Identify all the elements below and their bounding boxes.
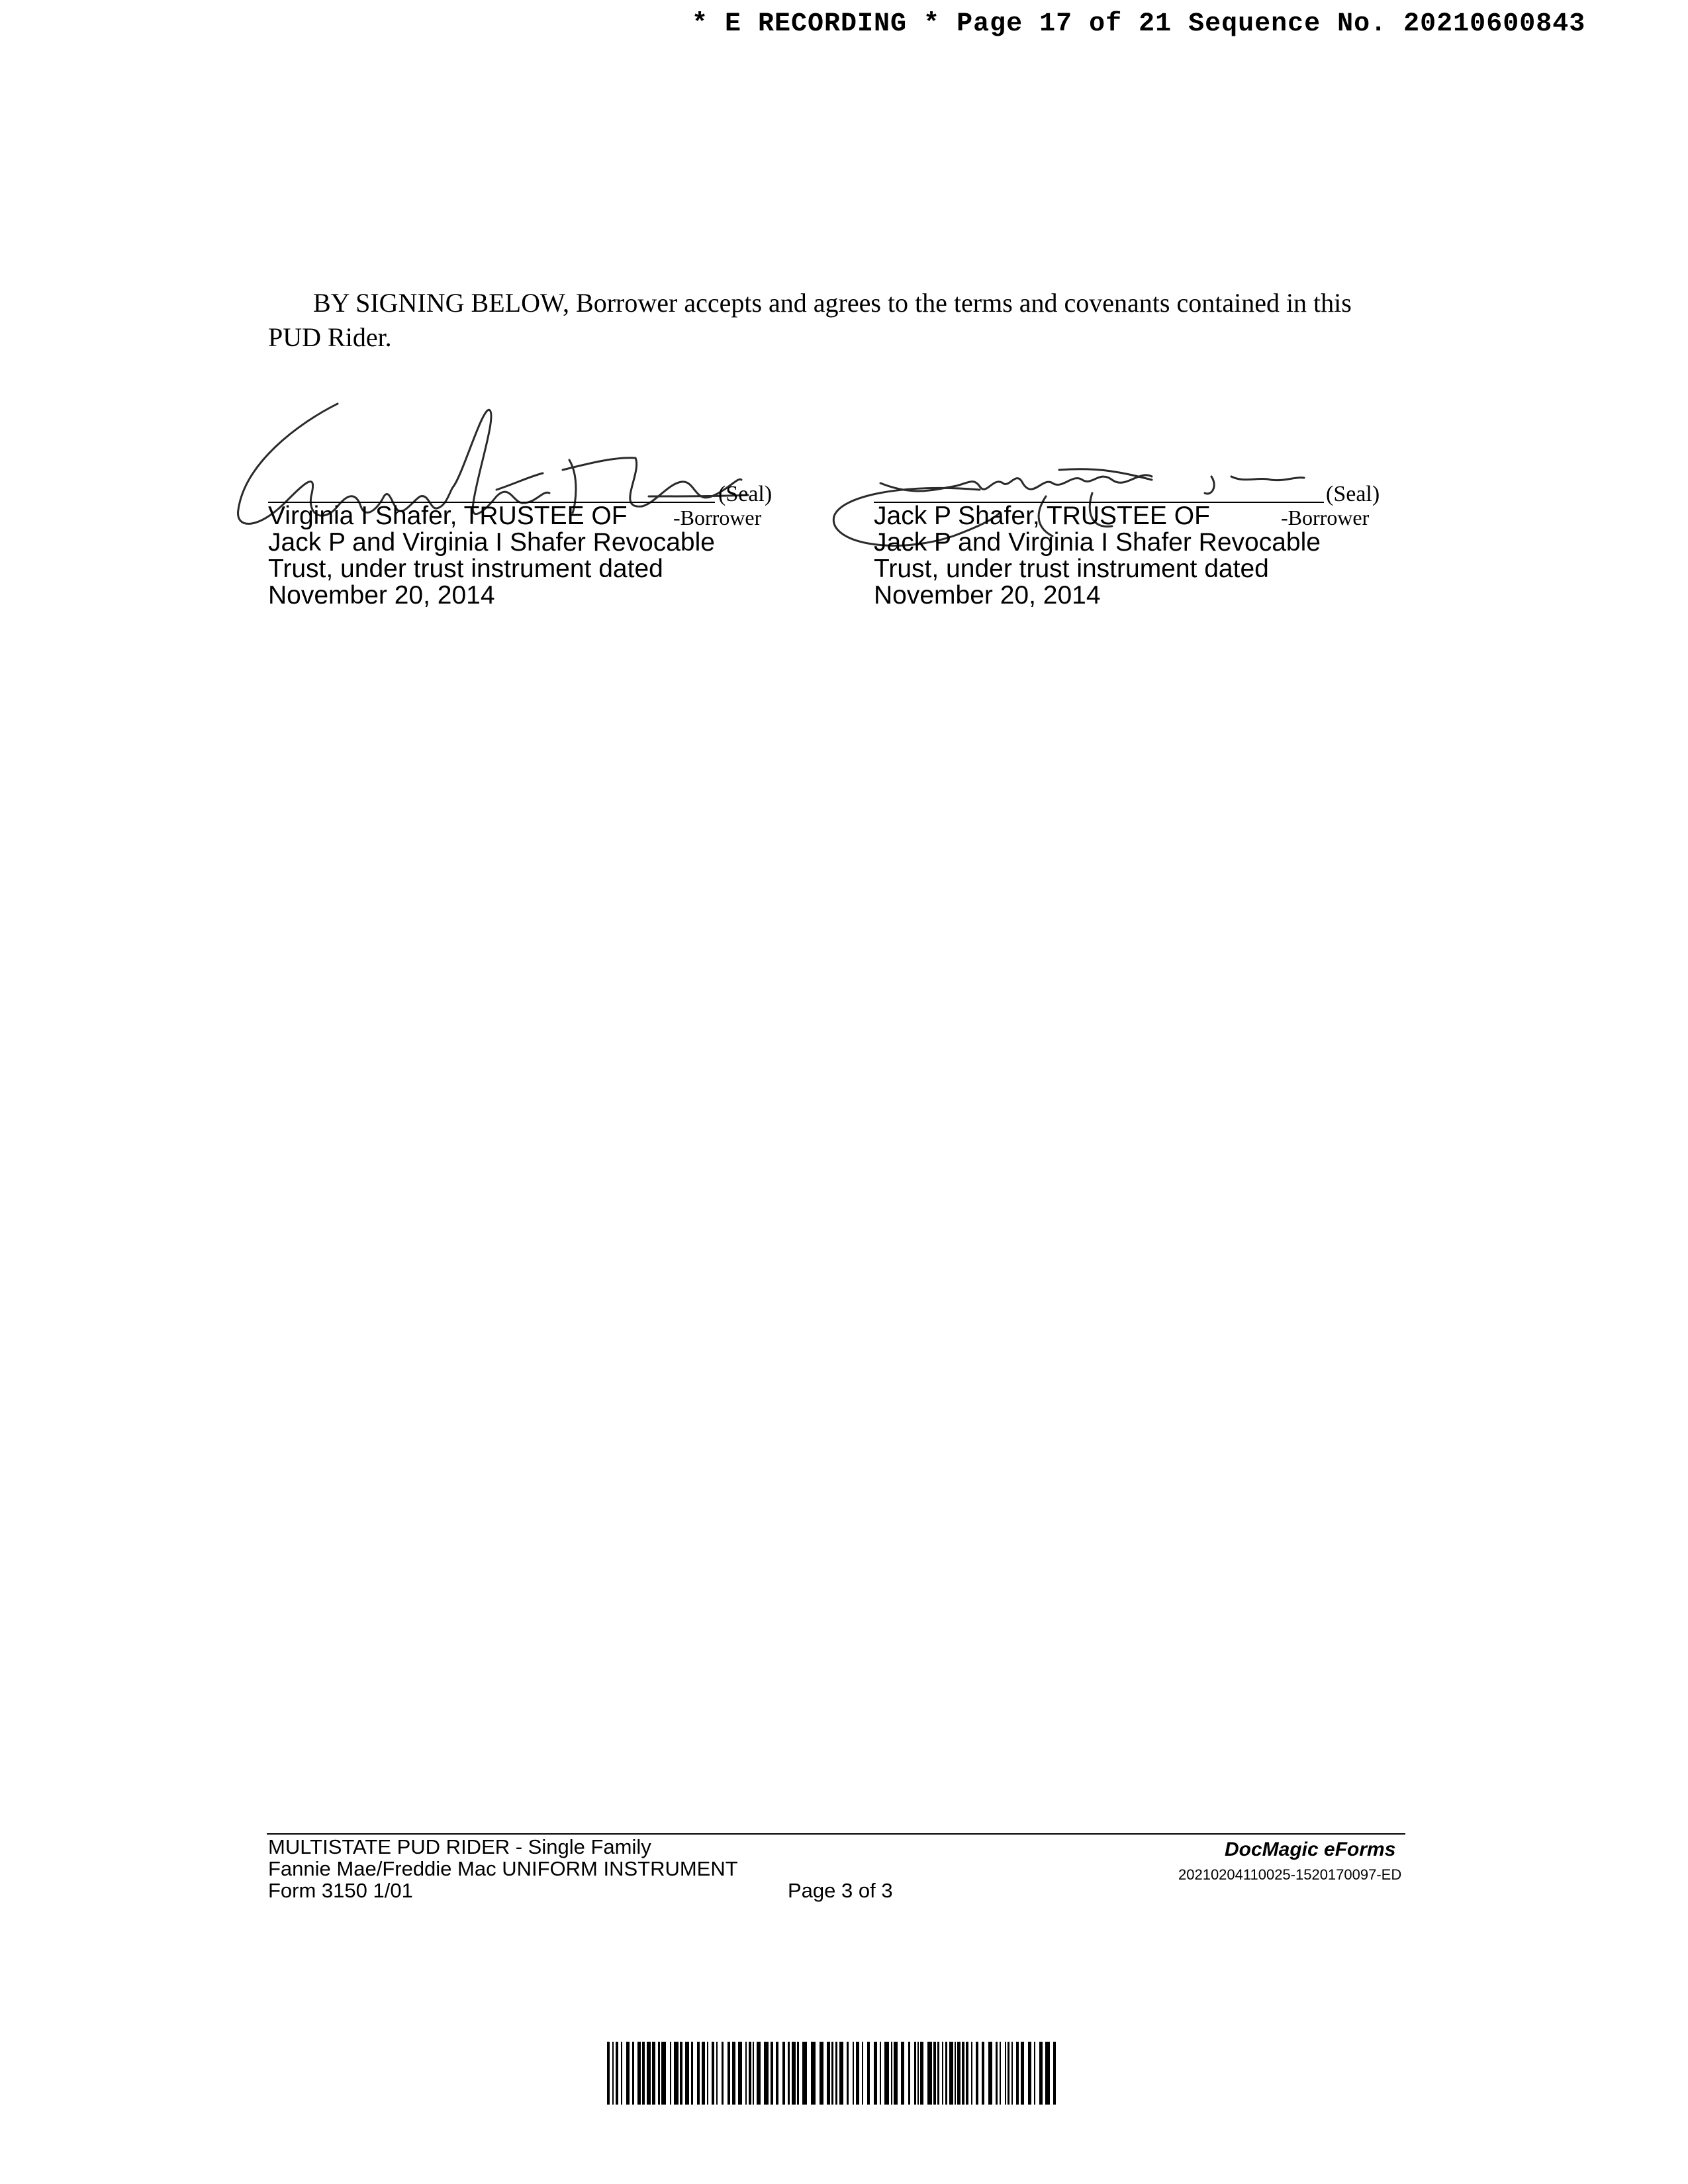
footer-rule xyxy=(267,1833,1405,1835)
barcode-bar xyxy=(616,2042,618,2105)
barcode-bar xyxy=(982,2042,984,2105)
barcode-bar xyxy=(738,2042,742,2105)
barcode-bar xyxy=(642,2042,645,2105)
docmagic-logo: DocMagic eForms xyxy=(1225,1839,1396,1860)
barcode-bar xyxy=(652,2042,655,2105)
barcode-bar xyxy=(612,2042,614,2105)
footer-form-number: Form 3150 1/01 xyxy=(268,1879,413,1902)
barcode-bar xyxy=(745,2042,747,2105)
barcode-bar xyxy=(658,2042,660,2105)
barcode-bar xyxy=(1034,2042,1035,2105)
barcode-bar xyxy=(1028,2042,1031,2105)
barcode-bar xyxy=(1008,2042,1009,2105)
signing-statement-text: BY SIGNING BELOW, Borrower accepts and agrees to the terms and covenants contained in this PUD Rider. xyxy=(268,288,1352,352)
signer-line: November 20, 2014 xyxy=(268,581,495,610)
barcode-bar xyxy=(647,2042,651,2105)
barcode-bar xyxy=(908,2042,910,2105)
signer-block-1 xyxy=(268,397,784,649)
barcode-bar xyxy=(782,2042,785,2105)
barcode-bar xyxy=(1011,2042,1013,2105)
barcode-bar xyxy=(792,2042,796,2105)
barcode-bar xyxy=(988,2042,992,2105)
barcode-bar xyxy=(867,2042,870,2105)
barcode-bar xyxy=(674,2042,679,2105)
barcode-bar xyxy=(727,2042,730,2105)
barcode-bar xyxy=(722,2042,724,2105)
signer-line: Trust, under trust instrument dated xyxy=(268,555,663,583)
barcode-bar xyxy=(732,2042,735,2105)
barcode-bar xyxy=(637,2042,641,2105)
barcode-bar xyxy=(788,2042,790,2105)
barcode-bar xyxy=(827,2042,830,2105)
barcode-bar xyxy=(685,2042,689,2105)
barcode-bar xyxy=(1000,2042,1001,2105)
footer-instrument: Fannie Mae/Freddie Mac UNIFORM INSTRUMENT xyxy=(268,1857,738,1880)
barcode-bar xyxy=(835,2042,837,2105)
signer-name-block-2 xyxy=(874,503,1321,609)
barcode-bar xyxy=(716,2042,718,2105)
barcode-bar xyxy=(894,2042,898,2105)
signer-line: Jack P Shafer, TRUSTEE OF xyxy=(874,502,1210,530)
barcode-bar xyxy=(891,2042,892,2105)
barcode-bar xyxy=(702,2042,705,2105)
barcode-bar xyxy=(901,2042,904,2105)
barcode-bar xyxy=(955,2042,956,2105)
barcode-bar xyxy=(757,2042,761,2105)
barcode-bar xyxy=(884,2042,889,2105)
barcode-bar xyxy=(996,2042,998,2105)
signer-name-block-1 xyxy=(268,503,715,609)
barcode-bar xyxy=(933,2042,936,2105)
footer-page-number: Page 3 of 3 xyxy=(788,1879,893,1902)
signer-line: Jack P and Virginia I Shafer Revocable xyxy=(268,528,715,557)
barcode-bar xyxy=(820,2042,823,2105)
seal-label-2: (Seal) xyxy=(1326,482,1380,506)
barcode-bar xyxy=(1021,2042,1024,2105)
barcode-bar xyxy=(957,2042,961,2105)
barcode-bar xyxy=(856,2042,859,2105)
signer-line: November 20, 2014 xyxy=(874,581,1101,610)
barcode-bar xyxy=(942,2042,943,2105)
barcode-bar xyxy=(966,2042,968,2105)
barcode-bar xyxy=(797,2042,799,2105)
barcode-bar xyxy=(847,2042,849,2105)
borrower-label-1: -Borrower xyxy=(673,506,762,529)
document-id: 20210204110025-1520170097-ED xyxy=(1178,1866,1402,1883)
signer-block-2 xyxy=(874,397,1390,649)
borrower-label-2: -Borrower xyxy=(1281,506,1370,529)
barcode-bar xyxy=(1005,2042,1006,2105)
barcode-bar xyxy=(1053,2042,1056,2105)
barcode-bar xyxy=(712,2042,714,2105)
barcode-bar xyxy=(880,2042,881,2105)
barcode-bar xyxy=(632,2042,634,2105)
seal-label-1: (Seal) xyxy=(718,482,773,506)
barcode-bar xyxy=(937,2042,939,2105)
barcode-bar xyxy=(607,2042,610,2105)
barcode-bar xyxy=(661,2042,666,2105)
barcode-bar xyxy=(1039,2042,1043,2105)
signer-line: Jack P and Virginia I Shafer Revocable xyxy=(874,528,1321,557)
barcode-bar xyxy=(862,2042,863,2105)
barcode-bar xyxy=(749,2042,751,2105)
barcode-bar xyxy=(626,2042,630,2105)
barcode-bar xyxy=(811,2042,816,2105)
signer-line: Trust, under trust instrument dated xyxy=(874,555,1269,583)
barcode-bar xyxy=(962,2042,964,2105)
signer-line: Virginia I Shafer, TRUSTEE OF xyxy=(268,502,628,530)
barcode-bar xyxy=(771,2042,773,2105)
recording-stamp: * E RECORDING * Page 17 of 21 Sequence No. 20210600843 xyxy=(692,9,1586,39)
barcode-bar xyxy=(621,2042,622,2105)
barcode-bar xyxy=(697,2042,700,2105)
barcode-bar xyxy=(914,2042,916,2105)
barcode-bar xyxy=(691,2042,693,2105)
barcode-bar xyxy=(831,2042,833,2105)
barcode-bar xyxy=(802,2042,807,2105)
barcode-bar xyxy=(927,2042,932,2105)
barcode-bar xyxy=(853,2042,854,2105)
barcode-bar xyxy=(670,2042,671,2105)
barcode-bar xyxy=(971,2042,972,2105)
barcode-bar xyxy=(874,2042,877,2105)
barcode-bar xyxy=(707,2042,708,2105)
barcode xyxy=(607,2042,1057,2105)
barcode-bar xyxy=(976,2042,978,2105)
barcode-bar xyxy=(920,2042,923,2105)
barcode-bar xyxy=(949,2042,953,2105)
barcode-bar xyxy=(776,2042,778,2105)
barcode-bar xyxy=(945,2042,947,2105)
barcode-bar xyxy=(764,2042,769,2105)
barcode-bar xyxy=(680,2042,682,2105)
barcode-bar xyxy=(1016,2042,1019,2105)
barcode-bar xyxy=(753,2042,754,2105)
barcode-bar xyxy=(839,2042,843,2105)
barcode-bar xyxy=(1045,2042,1050,2105)
signing-statement xyxy=(268,286,1403,355)
footer-form-title: MULTISTATE PUD RIDER - Single Family xyxy=(268,1835,651,1858)
barcode-bar xyxy=(917,2042,919,2105)
